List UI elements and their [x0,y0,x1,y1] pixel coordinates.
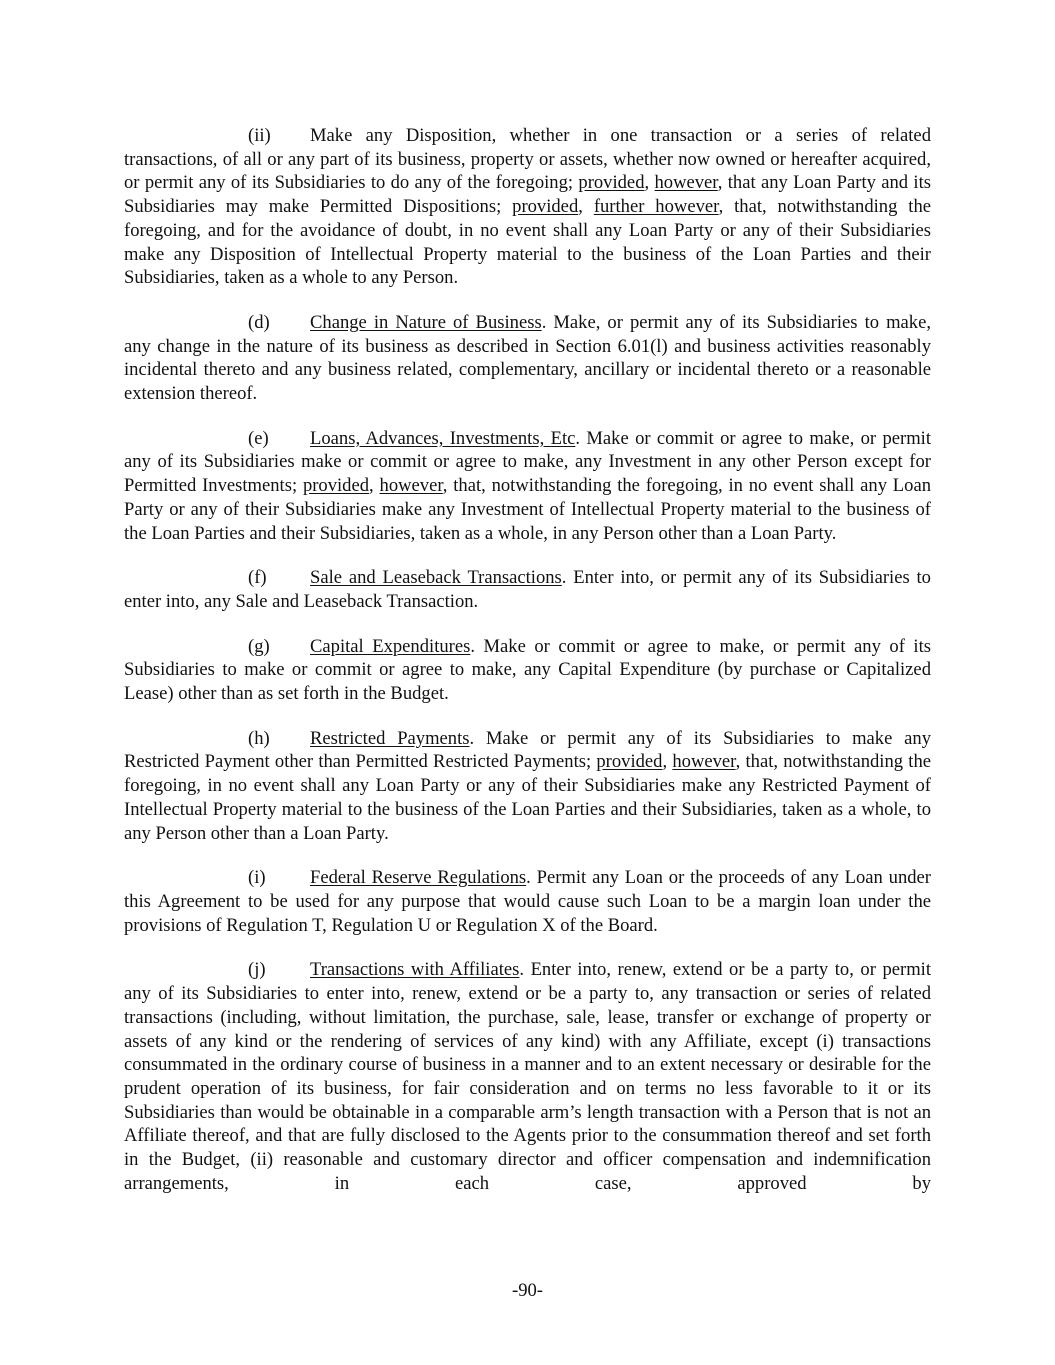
clause-text: , that, notwithstanding the foregoing, in no event shall any Loan Party or any of their Subsidiaries make any Restricted Payment of Intellectual Property material to the business of the Loan Parties and their Subsidiaries, taken as a whole, to any Person other than a Loan Party. [124,751,932,844]
clause-text: . Enter into, renew, extend or be a party to, or permit any of its Subsidiaries to enter into, renew, extend or be a party to, any transaction or series of related transactions (including, without limitation, the purchase, sale, lease, transfer or exchange of property or assets of any kind or the rendering of services of any kind) with any Affiliate, except (i) transactions consummated in the ordinary course of business in a manner and to an extent necessary or desirable for the prudent operation of its business, for fair consideration and on terms no less favorable to it or its Subsidiaries than would be obtainable in a comparable arm’s length transaction with a Person that is not an Affiliate thereof, and that are fully disclosed to the Agents prior to the consummation thereof and set forth in the Budget, (ii) reasonable and customary director and officer compensation and indemnification arrangements, in each case, approved by [124,959,931,1194]
paragraph-label: (ii) [248,125,271,146]
clause-e [124,427,931,546]
clause-h [124,727,931,846]
underlined-term: provided [596,751,663,773]
paragraph-ii [124,124,931,290]
clause-label: (i) [248,867,266,889]
clause-text: . Enter into, or permit any of its Subsidiaries to enter into, any Sale and Leaseback Transaction. [124,567,931,612]
underlined-term: provided [302,475,370,497]
clause-f [124,566,931,613]
clause-text: . Make or permit any of its Subsidiaries to make any Restricted Payment other than Permitted Restricted Payments; [124,727,931,773]
clause-label: (g) [248,635,270,657]
clause-text: . Make or commit or agree to make, or permit any of its Subsidiaries make or commit or agree to make, any Investment in any other Person except for Permitted Investments; [124,427,931,497]
clause-label: (d) [248,311,270,333]
paragraph-text: , that any Loan Party and its Subsidiaries may make Permitted Dispositions; [124,172,932,218]
separator: , [578,196,594,218]
paragraph-text: , that, notwithstanding the foregoing, and for the avoidance of doubt, in no event shall any Loan Party or any of their Subsidiaries make any Disposition of Intellectual Property material to the business of the Loan Parties and their Subsidiaries, taken as a whole to any Person. [124,196,932,289]
separator: , [644,172,655,194]
document-body [124,124,931,1216]
clause-heading: Sale and Leaseback Transactions [310,567,562,589]
underlined-term: however [672,751,736,773]
clause-heading: Federal Reserve Regulations [310,867,527,889]
clause-label: (h) [248,727,270,749]
clause-i [124,866,931,937]
clause-heading: Capital Expenditures [310,635,471,657]
clause-heading: Loans, Advances, Investments, Etc [310,427,576,449]
clause-heading: Change in Nature of Business [310,311,542,333]
underlined-term: provided [578,172,645,194]
page-number: -90- [512,1280,543,1301]
clause-label: (f) [248,567,267,589]
separator: , [369,475,380,497]
underlined-term: further however [593,196,719,218]
clause-g [124,635,931,706]
clause-label: (j) [248,959,266,981]
clause-label: (e) [248,427,269,449]
clause-text: . Permit any Loan or the proceeds of any Loan under this Agreement to be used for any purpose that would cause such Loan to be a margin loan under the provisions of Regulation T, Regulation U or Regulation X of the Board. [124,867,932,936]
paragraph-text: Make any Disposition, whether in one transaction or a series of related transactions, of all or any part of its business, property or assets, whether now owned or hereafter acquired, or permit any of its Subsidiaries to do any of the foregoing; [124,125,931,194]
separator: , [662,751,673,773]
clause-j [124,958,931,1195]
clause-heading: Restricted Payments [310,727,470,749]
clause-text: . Make, or permit any of its Subsidiaries to make, any change in the nature of its business as described in Section 6.01(l) and business activities reasonably incidental thereto and any business related, complementary, ancillary or incidental thereto or a reasonable extension thereof. [124,311,932,405]
underlined-term: however [379,475,443,497]
clause-heading: Transactions with Affiliates [310,959,520,981]
clause-d [124,311,931,406]
clause-text: . Make or commit or agree to make, or permit any of its Subsidiaries to make or commit or agree to make, any Capital Expenditure (by purchase or Capitalized Lease) other than as set forth in the Budget. [124,635,931,705]
underlined-term: however [654,172,718,194]
clause-text: , that, notwithstanding the foregoing, in no event shall any Loan Party or any of their Subsidiaries make any Investment of Intellectual Property material to the business of the Loan Parties and their Subsidiaries, taken as a whole, in any Person other than a Loan Party. [124,475,931,544]
underlined-term: provided [512,196,579,218]
